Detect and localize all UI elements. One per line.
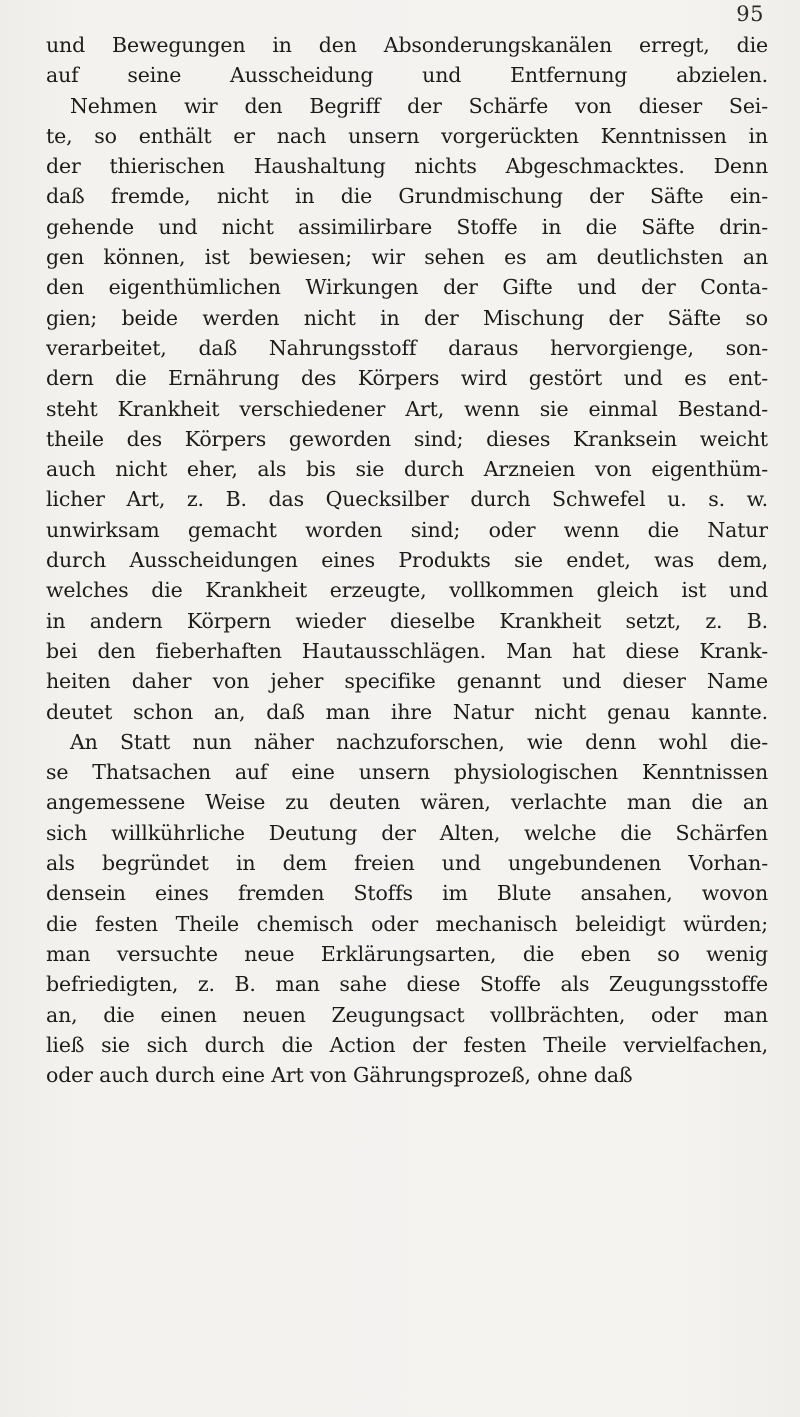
text-line: densein eines fremden Stoffs im Blute ansahen, wovon	[46, 881, 768, 906]
text-line: an, die einen neuen Zeugungsact vollbrächten, oder man	[46, 1002, 768, 1027]
text-line: gehende und nicht assimilirbare Stoffe in die Säfte drin-	[46, 214, 768, 239]
page-number: 95	[736, 2, 764, 26]
text-line: als begründet in dem freien und ungebundenen Vorhan-	[46, 851, 768, 876]
text-line: auch nicht eher, als bis sie durch Arzneien von eigenthüm-	[46, 457, 768, 482]
text-line: durch Ausscheidungen eines Produkts sie endet, was dem,	[46, 548, 768, 573]
text-line: ließ sie sich durch die Action der festen Theile vervielfachen,	[46, 1032, 768, 1057]
text-line: den eigenthümlichen Wirkungen der Gifte und der Conta-	[46, 275, 768, 300]
text-line: heiten daher von jeher specifike genannt und dieser Name	[46, 669, 768, 694]
text-line: An Statt nun näher nachzuforschen, wie denn wohl die-	[70, 729, 768, 754]
text-line: auf seine Ausscheidung und Entfernung abzielen.	[46, 63, 768, 88]
text-line: Nehmen wir den Begriff der Schärfe von dieser Sei-	[70, 93, 768, 118]
text-line: unwirksam gemacht worden sind; oder wenn die Natur	[46, 517, 768, 542]
text-line: die festen Theile chemisch oder mechanisch beleidigt würden;	[46, 911, 768, 936]
text-line: licher Art, z. B. das Quecksilber durch Schwefel u. s. w.	[46, 487, 768, 512]
text-line: angemessene Weise zu deuten wären, verlachte man die an	[46, 790, 768, 815]
text-line: man versuchte neue Erklärungsarten, die eben so wenig	[46, 941, 768, 966]
text-line: verarbeitet, daß Nahrungsstoff daraus hervorgienge, son-	[46, 335, 768, 360]
body-text	[46, 30, 768, 1090]
text-line: daß fremde, nicht in die Grundmischung der Säfte ein-	[46, 184, 768, 209]
text-line: befriedigten, z. B. man sahe diese Stoffe als Zeugungsstoffe	[46, 972, 768, 997]
text-line: theile des Körpers geworden sind; dieses Kranksein weicht	[46, 426, 768, 451]
text-line: steht Krankheit verschiedener Art, wenn sie einmal Bestand-	[46, 396, 768, 421]
text-line: bei den fieberhaften Hautausschlägen. Man hat diese Krank-	[46, 638, 768, 663]
text-line: und Bewegungen in den Absonderungskanälen erregt, die	[46, 33, 768, 57]
text-line: te, so enthält er nach unsern vorgerückten Kenntnissen in	[46, 123, 768, 148]
text-line: der thierischen Haushaltung nichts Abgeschmacktes. Denn	[46, 154, 768, 179]
text-line: dern die Ernährung des Körpers wird gestört und es ent-	[46, 366, 768, 391]
text-line: se Thatsachen auf eine unsern physiologischen Kenntnissen	[46, 760, 768, 785]
text-line: deutet schon an, daß man ihre Natur nicht genau kannte.	[46, 699, 768, 724]
text-line: oder auch durch eine Art von Gährungsprozeß, ohne daß	[46, 1063, 633, 1088]
text-line: gien; beide werden nicht in der Mischung der Säfte so	[46, 305, 768, 330]
text-line: gen können, ist bewiesen; wir sehen es am deutlichsten an	[46, 245, 768, 270]
text-line: sich willkührliche Deutung der Alten, welche die Schärfen	[46, 820, 768, 845]
text-line: welches die Krankheit erzeugte, vollkommen gleich ist und	[46, 578, 768, 603]
text-line: in andern Körpern wieder dieselbe Krankheit setzt, z. B.	[46, 608, 768, 633]
